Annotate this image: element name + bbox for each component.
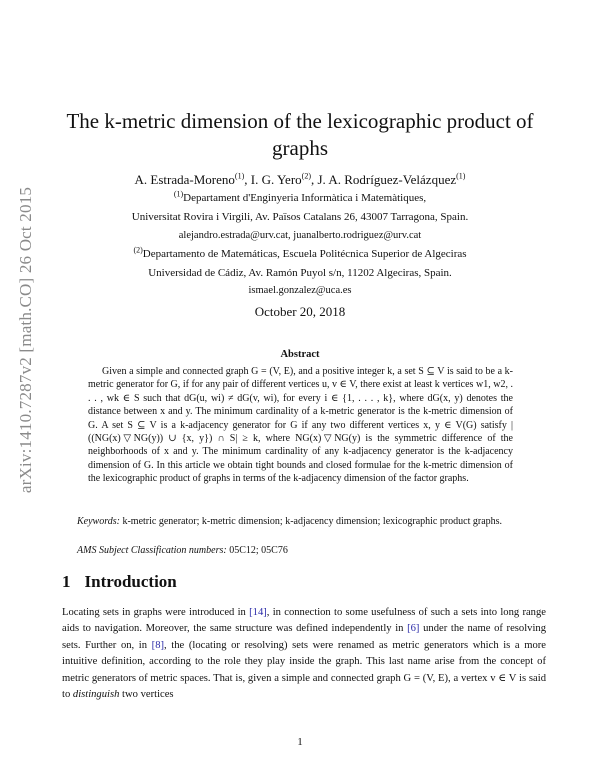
- author-line: [60, 172, 540, 188]
- keywords: [77, 515, 522, 528]
- affiliation-email: [60, 283, 540, 299]
- affiliation-line: [60, 209, 540, 225]
- email-text: alejandro.estrada@urv.cat, juanalberto.rodriguez@urv.cat: [178, 230, 422, 241]
- email-text: ismael.gonzalez@uca.es: [248, 285, 352, 296]
- citation-link[interactable]: [6]: [407, 623, 420, 635]
- intro-emphasis: distinguish: [72, 689, 120, 701]
- intro-paragraph: [62, 605, 546, 703]
- arxiv-sidebar: [6, 120, 46, 560]
- affiliation-text: Universitat Rovira i Virgili, Av. Països Catalans 26, 43007 Tarragona, Spain.: [131, 211, 469, 223]
- intro-text: , the (locating or resolving) sets were renamed as metric generators which is a more intuitive definition, according to the role they play inside the graph. This last name arise from the concept of metric generators of metric spaces. That is, given a simple and connected graph G = (V, E), a vertex v ∈ V is said to: [62, 639, 546, 701]
- arxiv-identifier: arXiv:1410.7287v2 [math.CO] 26 Oct 2015: [16, 186, 35, 494]
- author-3: , J. A. Rodríguez-Velázquez: [310, 172, 457, 187]
- section-heading: [62, 572, 177, 592]
- abstract-heading: Abstract: [280, 349, 320, 360]
- intro-text: Locating sets in graphs were introduced in: [62, 607, 250, 618]
- affiliation-text: Universidad de Cádiz, Av. Ramón Puyol s/n, 11202 Algeciras, Spain.: [148, 267, 452, 279]
- author-3-mark: (1): [456, 171, 466, 181]
- paper-date: October 20, 2018: [254, 304, 346, 319]
- intro-text: under the name of resolving sets. Further on, in: [62, 623, 546, 651]
- paper-title: The k-metric dimension of the lexicographic product of graphs: [66, 109, 534, 160]
- page-number: 1: [297, 736, 303, 748]
- affiliation-text: Departamento de Matemáticas, Escuela Politécnica Superior de Algeciras: [142, 248, 467, 260]
- affiliation-line: [60, 190, 540, 206]
- keywords-label: Keywords:: [77, 516, 120, 527]
- author-2: , I. G. Yero: [244, 172, 302, 187]
- msc-classification: [77, 544, 522, 557]
- section-title: Introduction: [84, 572, 177, 591]
- intro-text: , in connection to some usefulness of such a sets into long range aids to navigation. Moreover, the same structure was defined independently in: [62, 607, 546, 635]
- affiliation-mark: (1): [173, 189, 184, 199]
- intro-text: two vertices: [119, 689, 174, 701]
- keywords-text: k-metric generator; k-metric dimension; k-adjacency dimension; lexicographic product graphs.: [122, 516, 503, 527]
- author-1-mark: (1): [234, 171, 245, 181]
- abstract-body: Given a simple and connected graph G = (V, E), and a positive integer k, a set S ⊆ V is said to be a k-metric generator for G, if for any pair of different vertices u, v ∈ V, there exist at least k vertices w1, w2, . . . , wk ∈ S such that dG(u, wi) ≠ dG(v, wi), for every i ∈ {1, . . . , k}, where dG(x, y) denotes the distance between x and y. The minimum cardinality of a k-metric generator is the k-metric dimension of G. A set S ⊆ V is a k-adjacency generator for G if any two different vertices x, y ∈ V(G) satisfy |((NG(x)▽NG(y)) ∪ {x, y}) ∩ S| ≥ k, where NG(x)▽NG(y) is the symmetric difference of the neighborhoods of x and y. The minimum cardinality of any k-adjacency generator is the k-adjacency dimension of G. In this article we obtain tight bounds and closed formulae for the k-metric dimension of the lexicographic product of graphs in terms of the k-adjacency dimension of the factor graphs.: [88, 366, 513, 485]
- msc-label: AMS Subject Classification numbers:: [77, 545, 227, 556]
- affiliation-line: [60, 265, 540, 281]
- author-1: A. Estrada-Moreno: [134, 172, 235, 187]
- author-2-mark: (2): [301, 171, 311, 181]
- affiliation-line: [60, 246, 540, 262]
- citation-link[interactable]: [14]: [249, 607, 267, 618]
- citation-link[interactable]: [8]: [151, 639, 165, 651]
- msc-text: 05C12; 05C76: [229, 545, 288, 556]
- affiliation-mark: (2): [133, 245, 143, 255]
- affiliation-text: Departament d'Enginyeria Informàtica i Matemàtiques,: [183, 192, 427, 204]
- section-number: 1: [62, 572, 71, 591]
- affiliation-email: [60, 228, 540, 244]
